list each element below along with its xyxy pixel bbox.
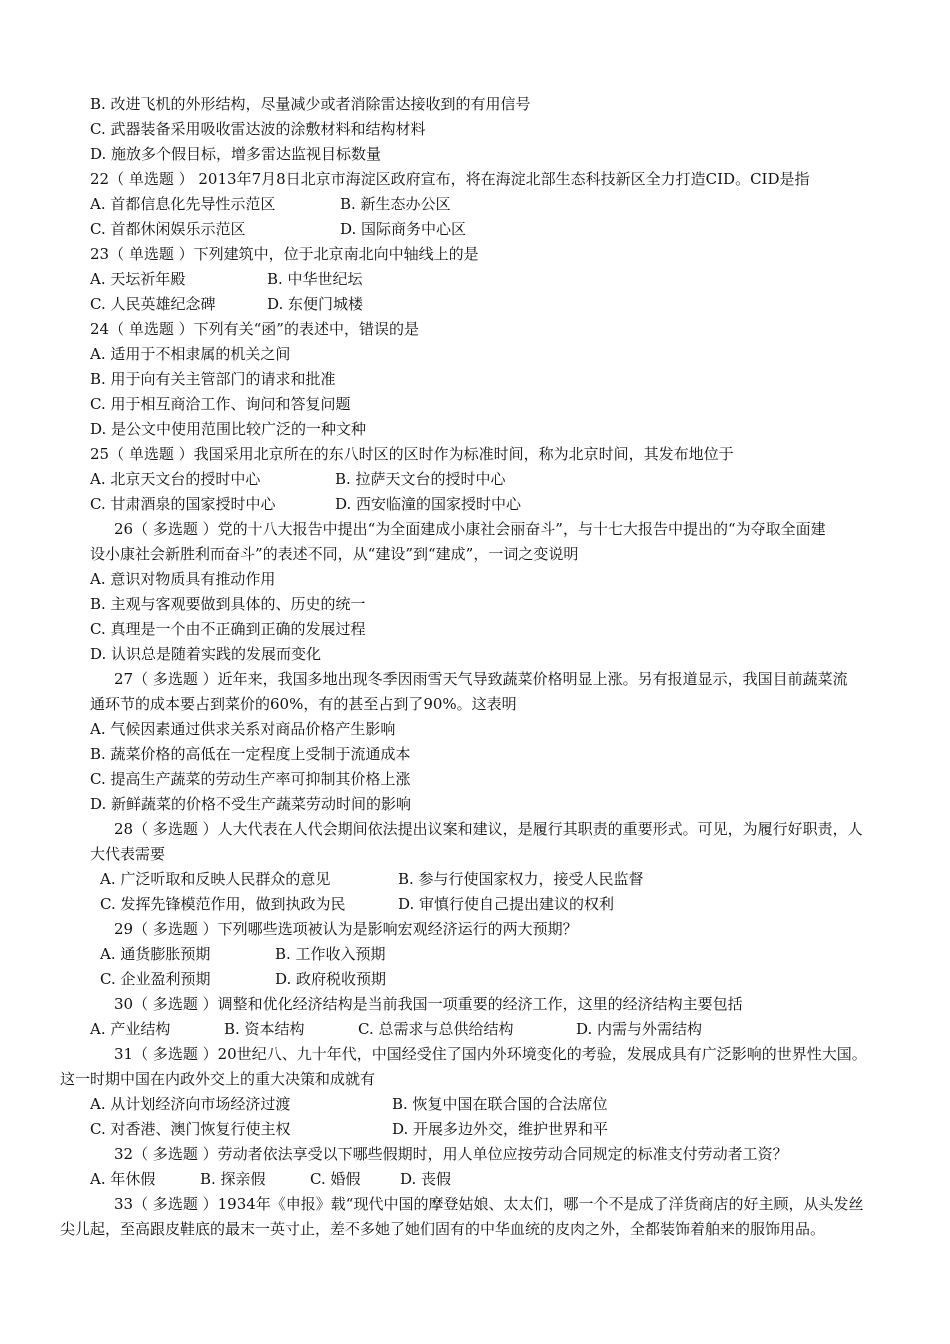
- option-row: [100, 942, 910, 967]
- option-c: C. 提高生产蔬菜的劳动生产率可抑制其价格上涨: [90, 770, 411, 788]
- option-d: D. 西安临潼的国家授时中心: [335, 495, 522, 513]
- option-c: C. 甘肃酒泉的国家授时中心: [90, 495, 276, 513]
- option-row: [90, 217, 900, 242]
- question-33-cont: 尖儿起，至高跟皮鞋底的最末一英寸止，差不多她了她们固有的中华血统的皮肉之外，全都装饰着舶来的服饰用品。: [60, 1220, 826, 1238]
- option-a: A. 从计划经济向市场经济过渡: [90, 1095, 291, 1113]
- option-b: B. 中华世纪坛: [267, 270, 363, 288]
- option-row: [90, 267, 900, 292]
- option-c: C. 人民英雄纪念碑: [90, 295, 216, 313]
- option-b: B. 新生态办公区: [340, 195, 451, 213]
- option-b: B. 拉萨天文台的授时中心: [335, 470, 506, 488]
- option-c: C. 用于相互商洽工作、询问和答复问题: [90, 395, 351, 413]
- option-a: A. 通货膨胀预期: [100, 945, 211, 963]
- question-26: 26（ 多选题 ）党的十八大报告中提出“为全面建成小康社会丽奋斗”，与十七大报告中提出的“为夺取全面建: [114, 520, 826, 538]
- question-24: 24（ 单选题 ）下列有关“函”的表述中，错误的是: [90, 320, 419, 338]
- question-27-cont: 通环节的成本要占到菜价的60%，有的甚至占到了90%。这表明: [90, 695, 517, 713]
- option-a: A. 天坛祈年殿: [90, 270, 186, 288]
- question-27: 27（ 多选题 ）近年来，我国多地出现冬季因雨雪天气导致蔬菜价格明显上涨。另有报道显示，我国目前蔬菜流: [114, 670, 848, 688]
- question-29: 29（ 多选题 ）下列哪些选项被认为是影响宏观经济运行的两大预期？: [114, 920, 578, 938]
- option-b: B. 蔬菜价格的高低在一定程度上受制于流通成本: [90, 745, 411, 763]
- option-a: A. 年休假: [90, 1170, 156, 1188]
- option-d: D. 新鲜蔬菜的价格不受生产蔬菜劳动时间的影响: [90, 795, 412, 813]
- option-a: A. 适用于不相隶属的机关之间: [90, 345, 291, 363]
- option-line: D. 施放多个假目标，增多雷达监视目标数量: [90, 145, 382, 163]
- option-row: [90, 467, 900, 492]
- question-26-cont: 设小康社会新胜利而奋斗”的表述不同，从“建设”到“建成”，一词之变说明: [90, 545, 579, 563]
- option-c: C. 总需求与总供给结构: [358, 1020, 514, 1038]
- option-c: C. 对香港、澳门恢复行使主权: [90, 1120, 291, 1138]
- option-c: C. 首都休闲娱乐示范区: [90, 220, 246, 238]
- question-28: 28（ 多选题 ）人大代表在人代会期间依法提出议案和建议，是履行其职责的重要形式。可见，为履行好职责，人: [114, 820, 863, 838]
- question-31-cont: 这一时期中国在内政外交上的重大决策和成就有: [60, 1070, 376, 1088]
- question-30: 30（ 多选题 ）调整和优化经济结构是当前我国一项重要的经济工作，这里的经济结构主要包括: [114, 995, 743, 1013]
- option-row: [90, 192, 900, 217]
- option-d: D. 政府税收预期: [275, 970, 387, 988]
- option-row: [100, 892, 910, 917]
- option-row: [90, 492, 900, 517]
- option-line: B. 改进飞机的外形结构，尽量减少或者消除雷达接收到的有用信号: [90, 95, 531, 113]
- option-row: [100, 867, 910, 892]
- question-23: 23（ 单选题 ）下列建筑中，位于北京南北向中轴线上的是: [90, 245, 479, 263]
- question-33: 33（ 多选题 ）1934年《申报》载“现代中国的摩登姑娘、太太们，哪一个不是成了洋货商店的好主顾，从头发丝: [114, 1195, 864, 1213]
- option-row: [90, 1092, 900, 1117]
- option-d: D. 认识总是随着实践的发展而变化: [90, 645, 322, 663]
- option-c: C. 婚假: [310, 1170, 361, 1188]
- option-b: B. 主观与客观要做到具体的、历史的统一: [90, 595, 366, 613]
- option-a: A. 广泛听取和反映人民群众的意见: [100, 870, 331, 888]
- option-d: D. 开展多边外交，维护世界和平: [392, 1120, 609, 1138]
- option-c: C. 企业盈利预期: [100, 970, 211, 988]
- option-b: B. 用于向有关主管部门的请求和批准: [90, 370, 336, 388]
- option-b: B. 恢复中国在联合国的合法席位: [392, 1095, 608, 1113]
- question-25: 25（ 单选题 ）我国采用北京所在的东八时区的区时作为标准时间，称为北京时间，其发布地位于: [90, 445, 734, 463]
- option-b: B. 参与行使国家权力，接受人民监督: [398, 870, 644, 888]
- option-d: D. 东便门城楼: [267, 295, 364, 313]
- option-b: B. 工作收入预期: [275, 945, 386, 963]
- option-b: B. 探亲假: [200, 1170, 266, 1188]
- option-b: B. 资本结构: [224, 1020, 305, 1038]
- question-32: 32（ 多选题 ）劳动者依法享受以下哪些假期时，用人单位应按劳动合同规定的标准支付劳动者工资？: [114, 1145, 788, 1163]
- option-a: A. 气候因素通过供求关系对商品价格产生影响: [90, 720, 396, 738]
- option-d: D. 审慎行使自己提出建议的权利: [398, 895, 615, 913]
- option-a: A. 首都信息化先导性示范区: [90, 195, 276, 213]
- option-a: A. 产业结构: [90, 1020, 171, 1038]
- option-row: [90, 1167, 900, 1192]
- option-a: A. 意识对物质具有推动作用: [90, 570, 276, 588]
- question-22: 22（ 单选题 ） 2013年7月8日北京市海淀区政府宣布，将在海淀北部生态科技新区全力打造CID。CID是指: [90, 170, 810, 188]
- option-d: D. 是公文中使用范围比较广泛的一种文种: [90, 420, 367, 438]
- option-c: C. 发挥先锋模范作用，做到执政为民: [100, 895, 346, 913]
- option-a: A. 北京天文台的授时中心: [90, 470, 261, 488]
- option-d: D. 丧假: [400, 1170, 452, 1188]
- question-31: 31（ 多选题 ）20世纪八、九十年代，中国经受住了国内外环境变化的考验，发展成具有广泛影响的世界性大国。: [114, 1045, 867, 1063]
- option-c: C. 真理是一个由不正确到正确的发展过程: [90, 620, 366, 638]
- question-28-cont: 大代表需要: [90, 845, 166, 863]
- option-row: [90, 292, 900, 317]
- option-row: [100, 967, 910, 992]
- option-line: C. 武器装备采用吸收雷达波的涂敷材料和结构材料: [90, 120, 426, 138]
- option-row: [90, 1017, 900, 1042]
- option-d: D. 内需与外需结构: [576, 1020, 703, 1038]
- option-d: D. 国际商务中心区: [340, 220, 467, 238]
- option-row: [90, 1117, 900, 1142]
